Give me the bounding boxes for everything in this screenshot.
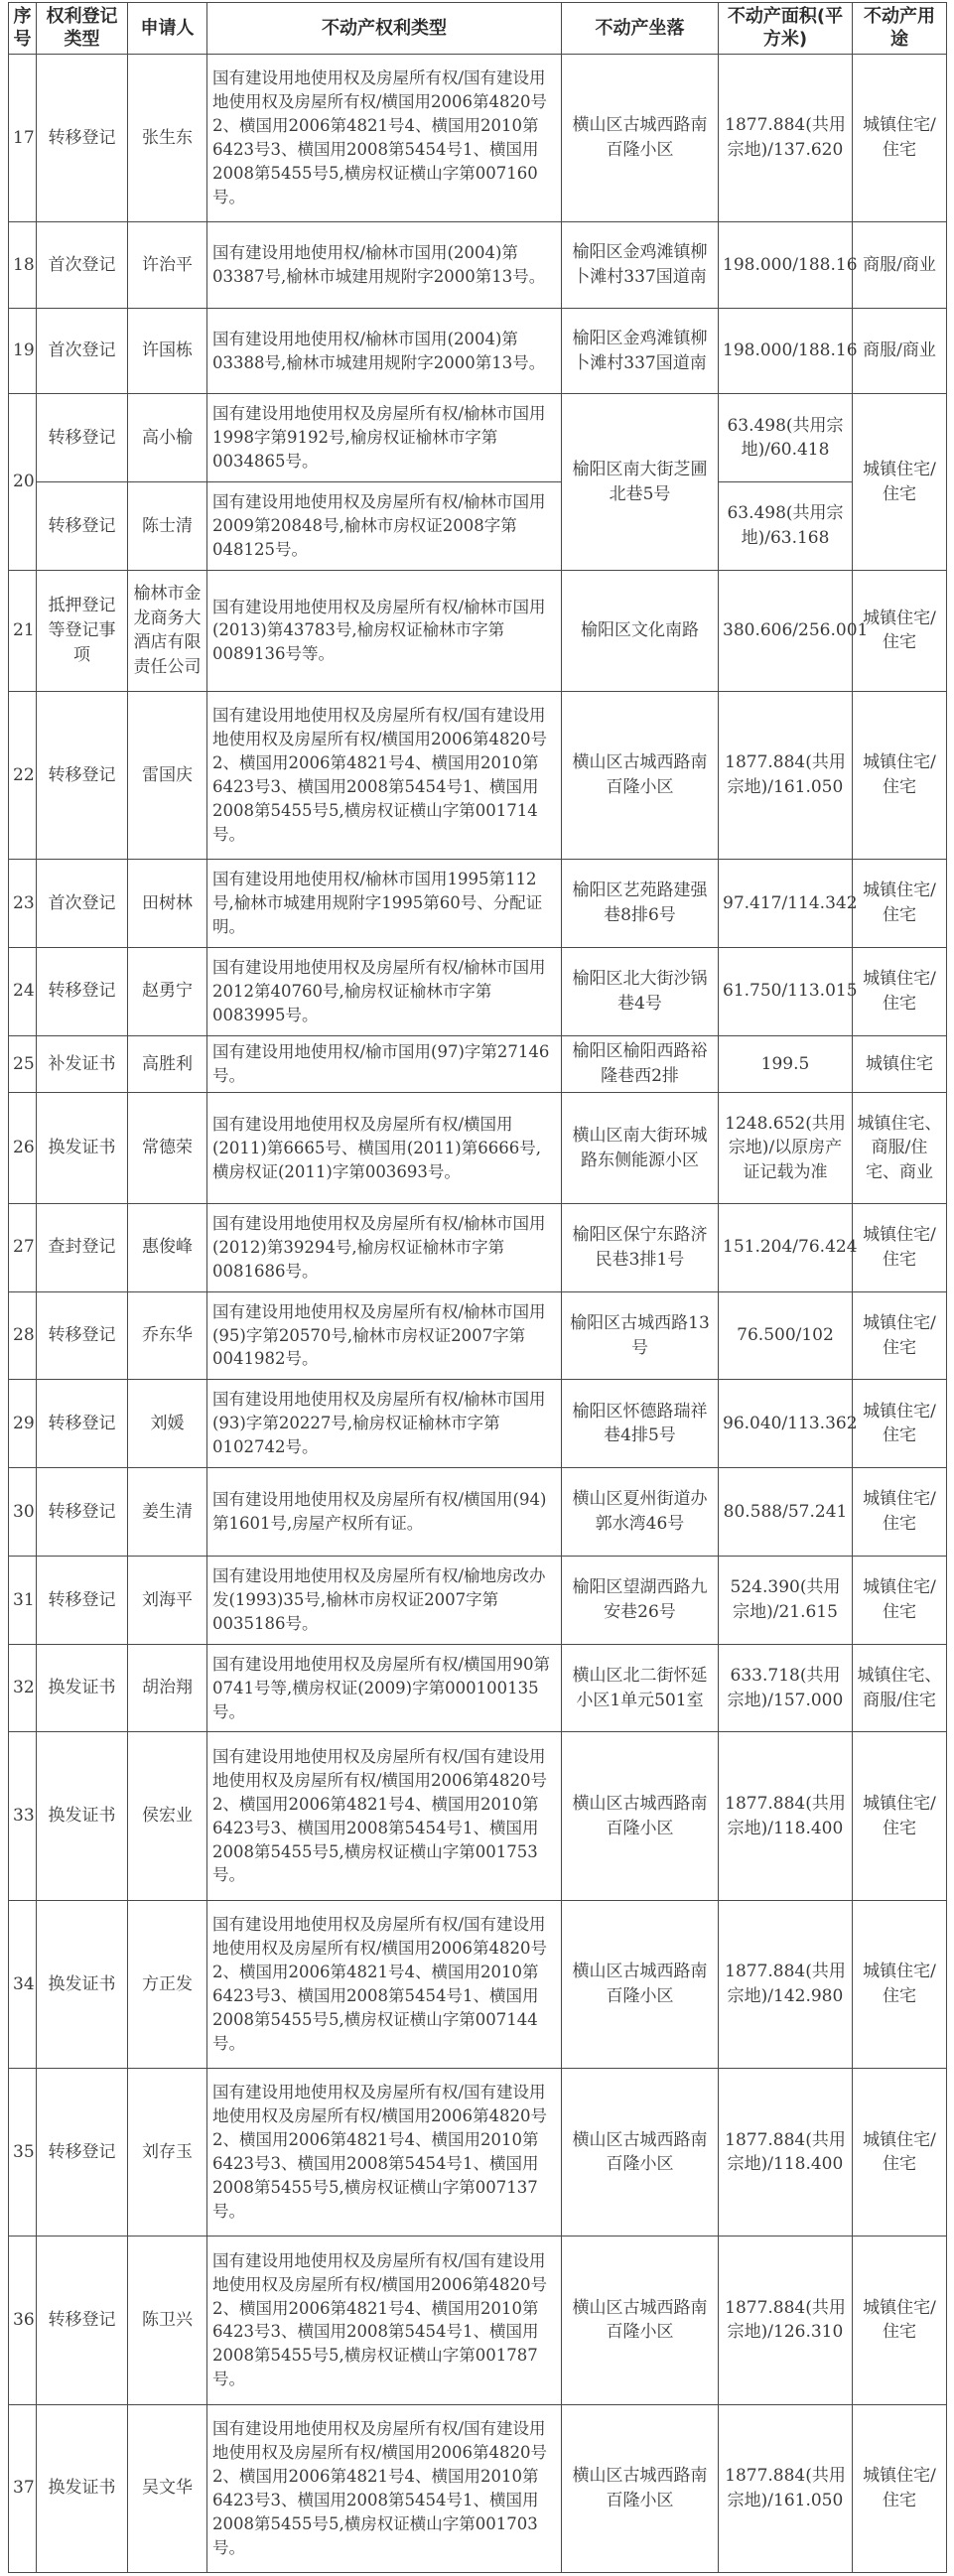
cell-applicant: 高小榆 xyxy=(128,394,207,482)
cell-no: 27 xyxy=(9,1203,37,1291)
cell-applicant: 张生东 xyxy=(128,54,207,221)
cell-right: 国有建设用地使用权及房屋所有权/国有建设用地使用权及房屋所有权/横国用2006第4820号2、横国用2006第4821号4、横国用2010第6423号3、横国用2008第5454号1、横国用2008第5455号5,横房权证横山字第001787号。 xyxy=(207,2237,562,2404)
cell-location: 榆阳区北大街沙锅巷4号 xyxy=(562,947,719,1035)
cell-no: 32 xyxy=(9,1644,37,1732)
cell-use: 城镇住宅 xyxy=(853,1035,947,1093)
cell-type: 首次登记 xyxy=(37,308,128,394)
cell-location: 横山区古城西路南百隆小区 xyxy=(562,2237,719,2404)
cell-no: 24 xyxy=(9,947,37,1035)
cell-applicant: 许国栋 xyxy=(128,308,207,394)
cell-type: 换发证书 xyxy=(37,1900,128,2068)
cell-area: 198.000/188.16 xyxy=(719,308,853,394)
cell-right: 国有建设用地使用权及房屋所有权/国有建设用地使用权及房屋所有权/横国用2006第4820号2、横国用2006第4821号4、横国用2010第6423号3、横国用2008第5454号1、横国用2008第5455号5,横房权证横山字第001714号。 xyxy=(207,691,562,859)
cell-right: 国有建设用地使用权/榆林市国用(2004)第03387号,榆林市城建用规附字2000第13号。 xyxy=(207,222,562,309)
cell-applicant: 吴文华 xyxy=(128,2404,207,2572)
cell-area: 76.500/102 xyxy=(719,1291,853,1380)
cell-type: 转移登记 xyxy=(37,2069,128,2237)
table-row xyxy=(9,571,947,692)
cell-applicant: 刘海平 xyxy=(128,1556,207,1644)
cell-type: 抵押登记等登记事项 xyxy=(37,571,128,692)
cell-area: 380.606/256.001 xyxy=(719,571,853,692)
cell-type: 转移登记 xyxy=(37,1556,128,1644)
table-row xyxy=(9,1732,947,1900)
cell-right: 国有建设用地使用权/榆林市国用(2004)第03388号,榆林市城建用规附字2000第13号。 xyxy=(207,308,562,394)
cell-no: 26 xyxy=(9,1093,37,1203)
cell-area: 1877.884(共用宗地)/126.310 xyxy=(719,2237,853,2404)
cell-use: 城镇住宅/住宅 xyxy=(853,571,947,692)
cell-area: 1877.884(共用宗地)/118.400 xyxy=(719,1732,853,1900)
table-row xyxy=(9,1380,947,1468)
cell-type: 转移登记 xyxy=(37,1291,128,1380)
table-row xyxy=(9,1644,947,1732)
cell-area: 1248.652(共用宗地)/以原房产证记载为准 xyxy=(719,1093,853,1203)
col-header-right: 不动产权利类型 xyxy=(207,3,562,55)
cell-type: 换发证书 xyxy=(37,1644,128,1732)
cell-location: 横山区南大街环城路东侧能源小区 xyxy=(562,1093,719,1203)
cell-type: 转移登记 xyxy=(37,482,128,571)
cell-right: 国有建设用地使用权及房屋所有权/榆林市国用1998字第9192号,榆房权证榆林市字第0034865号。 xyxy=(207,394,562,482)
cell-no: 37 xyxy=(9,2404,37,2572)
cell-location: 榆阳区怀德路瑞祥巷4排5号 xyxy=(562,1380,719,1468)
cell-location: 榆阳区南大街芝圃北巷5号 xyxy=(562,394,719,571)
cell-right: 国有建设用地使用权及房屋所有权/国有建设用地使用权及房屋所有权/横国用2006第4820号2、横国用2006第4821号4、横国用2010第6423号3、横国用2008第5454号1、横国用2008第5455号5,横房权证横山字第007160号。 xyxy=(207,54,562,221)
cell-location: 榆阳区古城西路13号 xyxy=(562,1291,719,1380)
cell-right: 国有建设用地使用权/榆市国用(97)字第27146号。 xyxy=(207,1035,562,1093)
cell-use: 城镇住宅/住宅 xyxy=(853,1732,947,1900)
cell-type: 换发证书 xyxy=(37,2404,128,2572)
cell-use: 城镇住宅/住宅 xyxy=(853,947,947,1035)
cell-right: 国有建设用地使用权及房屋所有权/国有建设用地使用权及房屋所有权/横国用2006第4820号2、横国用2006第4821号4、横国用2010第6423号3、横国用2008第5454号1、横国用2008第5455号5,横房权证横山字第001703号。 xyxy=(207,2404,562,2572)
table-row xyxy=(9,54,947,221)
table-row xyxy=(9,1203,947,1291)
cell-no: 33 xyxy=(9,1732,37,1900)
cell-area: 96.040/113.362 xyxy=(719,1380,853,1468)
cell-type: 首次登记 xyxy=(37,860,128,948)
cell-no: 25 xyxy=(9,1035,37,1093)
cell-location: 横山区古城西路南百隆小区 xyxy=(562,691,719,859)
cell-applicant: 赵勇宁 xyxy=(128,947,207,1035)
cell-right: 国有建设用地使用权及房屋所有权/榆林市国用2012第40760号,榆房权证榆林市字第0083995号。 xyxy=(207,947,562,1035)
cell-location: 榆阳区保宁东路济民巷3排1号 xyxy=(562,1203,719,1291)
cell-use: 城镇住宅/住宅 xyxy=(853,1468,947,1557)
cell-use: 城镇住宅/住宅 xyxy=(853,2404,947,2572)
cell-applicant: 姜生清 xyxy=(128,1468,207,1557)
col-header-no: 序号 xyxy=(9,3,37,55)
cell-use: 城镇住宅/住宅 xyxy=(853,1291,947,1380)
cell-area: 1877.884(共用宗地)/142.980 xyxy=(719,1900,853,2068)
cell-right: 国有建设用地使用权及房屋所有权/榆林市国用(2013)第43783号,榆房权证榆林市字第0089136号等。 xyxy=(207,571,562,692)
table-row xyxy=(9,1291,947,1380)
cell-use: 城镇住宅/住宅 xyxy=(853,691,947,859)
cell-use: 城镇住宅、商服/住宅、商业 xyxy=(853,1093,947,1203)
col-header-type: 权利登记类型 xyxy=(37,3,128,55)
cell-type: 转移登记 xyxy=(37,2237,128,2404)
cell-area: 97.417/114.342 xyxy=(719,860,853,948)
cell-applicant: 惠俊峰 xyxy=(128,1203,207,1291)
cell-right: 国有建设用地使用权及房屋所有权/国有建设用地使用权及房屋所有权/横国用2006第4820号2、横国用2006第4821号4、横国用2010第6423号3、横国用2008第5454号1、横国用2008第5455号5,横房权证横山字第001753号。 xyxy=(207,1732,562,1900)
cell-right: 国有建设用地使用权及房屋所有权/榆地房改办发(1993)35号,榆林市房权证2007字第0035186号。 xyxy=(207,1556,562,1644)
cell-right: 国有建设用地使用权及房屋所有权/国有建设用地使用权及房屋所有权/横国用2006第4820号2、横国用2006第4821号4、横国用2010第6423号3、横国用2008第5454号1、横国用2008第5455号5,横房权证横山字第007144号。 xyxy=(207,1900,562,2068)
cell-area: 61.750/113.015 xyxy=(719,947,853,1035)
cell-use: 商服/商业 xyxy=(853,308,947,394)
cell-applicant: 许治平 xyxy=(128,222,207,309)
cell-no: 20 xyxy=(9,394,37,571)
cell-type: 查封登记 xyxy=(37,1203,128,1291)
cell-location: 榆阳区望湖西路九安巷26号 xyxy=(562,1556,719,1644)
cell-no: 31 xyxy=(9,1556,37,1644)
cell-area: 198.000/188.16 xyxy=(719,222,853,309)
cell-area: 151.204/76.424 xyxy=(719,1203,853,1291)
cell-type: 转移登记 xyxy=(37,54,128,221)
table-row xyxy=(9,947,947,1035)
table-row xyxy=(9,691,947,859)
cell-applicant: 乔东华 xyxy=(128,1291,207,1380)
registration-table xyxy=(8,2,947,2573)
cell-type: 首次登记 xyxy=(37,222,128,309)
table-row xyxy=(9,1900,947,2068)
cell-location: 横山区古城西路南百隆小区 xyxy=(562,2069,719,2237)
cell-no: 34 xyxy=(9,1900,37,2068)
cell-no: 28 xyxy=(9,1291,37,1380)
cell-right: 国有建设用地使用权及房屋所有权/榆林市国用(93)字第20227号,榆房权证榆林市字第0102742号。 xyxy=(207,1380,562,1468)
cell-use: 城镇住宅/住宅 xyxy=(853,54,947,221)
cell-type: 换发证书 xyxy=(37,1093,128,1203)
cell-use: 城镇住宅/住宅 xyxy=(853,860,947,948)
cell-type: 转移登记 xyxy=(37,1468,128,1557)
cell-no: 21 xyxy=(9,571,37,692)
cell-right: 国有建设用地使用权及房屋所有权/榆林市国用(2012)第39294号,榆房权证榆林市字第0081686号。 xyxy=(207,1203,562,1291)
cell-applicant: 胡治翔 xyxy=(128,1644,207,1732)
table-header xyxy=(9,3,947,55)
cell-applicant: 刘媛 xyxy=(128,1380,207,1468)
cell-no: 30 xyxy=(9,1468,37,1557)
table-row xyxy=(9,1556,947,1644)
cell-applicant: 方正发 xyxy=(128,1900,207,2068)
header-row xyxy=(9,3,947,55)
cell-applicant: 田树林 xyxy=(128,860,207,948)
table-row xyxy=(9,482,947,571)
cell-no: 19 xyxy=(9,308,37,394)
table-row xyxy=(9,394,947,482)
cell-right: 国有建设用地使用权及房屋所有权/横国用(2011)第6665号、横国用(2011)第6666号,横房权证(2011)字第003693号。 xyxy=(207,1093,562,1203)
table-row xyxy=(9,222,947,309)
cell-location: 横山区夏州街道办郭水湾46号 xyxy=(562,1468,719,1557)
cell-type: 转移登记 xyxy=(37,691,128,859)
cell-location: 横山区古城西路南百隆小区 xyxy=(562,54,719,221)
col-header-area: 不动产面积(平方米) xyxy=(719,3,853,55)
cell-no: 17 xyxy=(9,54,37,221)
cell-location: 横山区北二街怀延小区1单元501室 xyxy=(562,1644,719,1732)
cell-type: 补发证书 xyxy=(37,1035,128,1093)
cell-use: 城镇住宅/住宅 xyxy=(853,2069,947,2237)
cell-area: 80.588/57.241 xyxy=(719,1468,853,1557)
cell-area: 63.498(共用宗地)/60.418 xyxy=(719,394,853,482)
cell-use: 商服/商业 xyxy=(853,222,947,309)
table-row xyxy=(9,2237,947,2404)
cell-no: 18 xyxy=(9,222,37,309)
cell-right: 国有建设用地使用权/榆林市国用1995第112号,榆林市城建用规附字1995第60号、分配证明。 xyxy=(207,860,562,948)
cell-location: 横山区古城西路南百隆小区 xyxy=(562,1900,719,2068)
table-row xyxy=(9,1468,947,1557)
cell-no: 35 xyxy=(9,2069,37,2237)
col-header-use: 不动产用途 xyxy=(853,3,947,55)
cell-type: 换发证书 xyxy=(37,1732,128,1900)
cell-use: 城镇住宅/住宅 xyxy=(853,394,947,571)
cell-use: 城镇住宅/住宅 xyxy=(853,1380,947,1468)
cell-area: 633.718(共用宗地)/157.000 xyxy=(719,1644,853,1732)
cell-use: 城镇住宅/住宅 xyxy=(853,1556,947,1644)
cell-applicant: 刘存玉 xyxy=(128,2069,207,2237)
cell-location: 榆阳区金鸡滩镇柳卜滩村337国道南 xyxy=(562,308,719,394)
cell-area: 1877.884(共用宗地)/118.400 xyxy=(719,2069,853,2237)
cell-use: 城镇住宅/住宅 xyxy=(853,1203,947,1291)
cell-location: 榆阳区文化南路 xyxy=(562,571,719,692)
cell-applicant: 雷国庆 xyxy=(128,691,207,859)
cell-area: 524.390(共用宗地)/21.615 xyxy=(719,1556,853,1644)
cell-no: 22 xyxy=(9,691,37,859)
cell-type: 转移登记 xyxy=(37,947,128,1035)
cell-applicant: 常德荣 xyxy=(128,1093,207,1203)
cell-type: 转移登记 xyxy=(37,394,128,482)
cell-area: 1877.884(共用宗地)/137.620 xyxy=(719,54,853,221)
cell-right: 国有建设用地使用权及房屋所有权/国有建设用地使用权及房屋所有权/横国用2006第4820号2、横国用2006第4821号4、横国用2010第6423号3、横国用2008第5454号1、横国用2008第5455号5,横房权证横山字第007137号。 xyxy=(207,2069,562,2237)
cell-right: 国有建设用地使用权及房屋所有权/横国用(94)第1601号,房屋产权所有证。 xyxy=(207,1468,562,1557)
cell-location: 榆阳区榆阳西路裕隆巷西2排 xyxy=(562,1035,719,1093)
cell-right: 国有建设用地使用权及房屋所有权/榆林市国用(95)字第20570号,榆林市房权证2007字第0041982号。 xyxy=(207,1291,562,1380)
cell-applicant: 陈卫兴 xyxy=(128,2237,207,2404)
col-header-applicant: 申请人 xyxy=(128,3,207,55)
cell-use: 城镇住宅/住宅 xyxy=(853,2237,947,2404)
table-row xyxy=(9,2069,947,2237)
cell-no: 36 xyxy=(9,2237,37,2404)
cell-applicant: 侯宏业 xyxy=(128,1732,207,1900)
cell-no: 23 xyxy=(9,860,37,948)
cell-use: 城镇住宅、商服/住宅 xyxy=(853,1644,947,1732)
cell-area: 63.498(共用宗地)/63.168 xyxy=(719,482,853,571)
table-row xyxy=(9,1093,947,1203)
table-row xyxy=(9,308,947,394)
cell-right: 国有建设用地使用权及房屋所有权/横国用90第0741号等,横房权证(2009)字第000100135号。 xyxy=(207,1644,562,1732)
cell-area: 1877.884(共用宗地)/161.050 xyxy=(719,2404,853,2572)
cell-location: 横山区古城西路南百隆小区 xyxy=(562,2404,719,2572)
table-row xyxy=(9,1035,947,1093)
cell-applicant: 榆林市金龙商务大酒店有限责任公司 xyxy=(128,571,207,692)
table-row xyxy=(9,2404,947,2572)
table-body xyxy=(9,54,947,2572)
cell-location: 榆阳区艺苑路建强巷8排6号 xyxy=(562,860,719,948)
cell-location: 横山区古城西路南百隆小区 xyxy=(562,1732,719,1900)
col-header-location: 不动产坐落 xyxy=(562,3,719,55)
table-row xyxy=(9,860,947,948)
cell-location: 榆阳区金鸡滩镇柳卜滩村337国道南 xyxy=(562,222,719,309)
cell-no: 29 xyxy=(9,1380,37,1468)
cell-applicant: 高胜利 xyxy=(128,1035,207,1093)
cell-area: 1877.884(共用宗地)/161.050 xyxy=(719,691,853,859)
cell-applicant: 陈士清 xyxy=(128,482,207,571)
cell-type: 转移登记 xyxy=(37,1380,128,1468)
cell-use: 城镇住宅/住宅 xyxy=(853,1900,947,2068)
cell-right: 国有建设用地使用权及房屋所有权/榆林市国用2009第20848号,榆林市房权证2008字第048125号。 xyxy=(207,482,562,571)
cell-area: 199.5 xyxy=(719,1035,853,1093)
